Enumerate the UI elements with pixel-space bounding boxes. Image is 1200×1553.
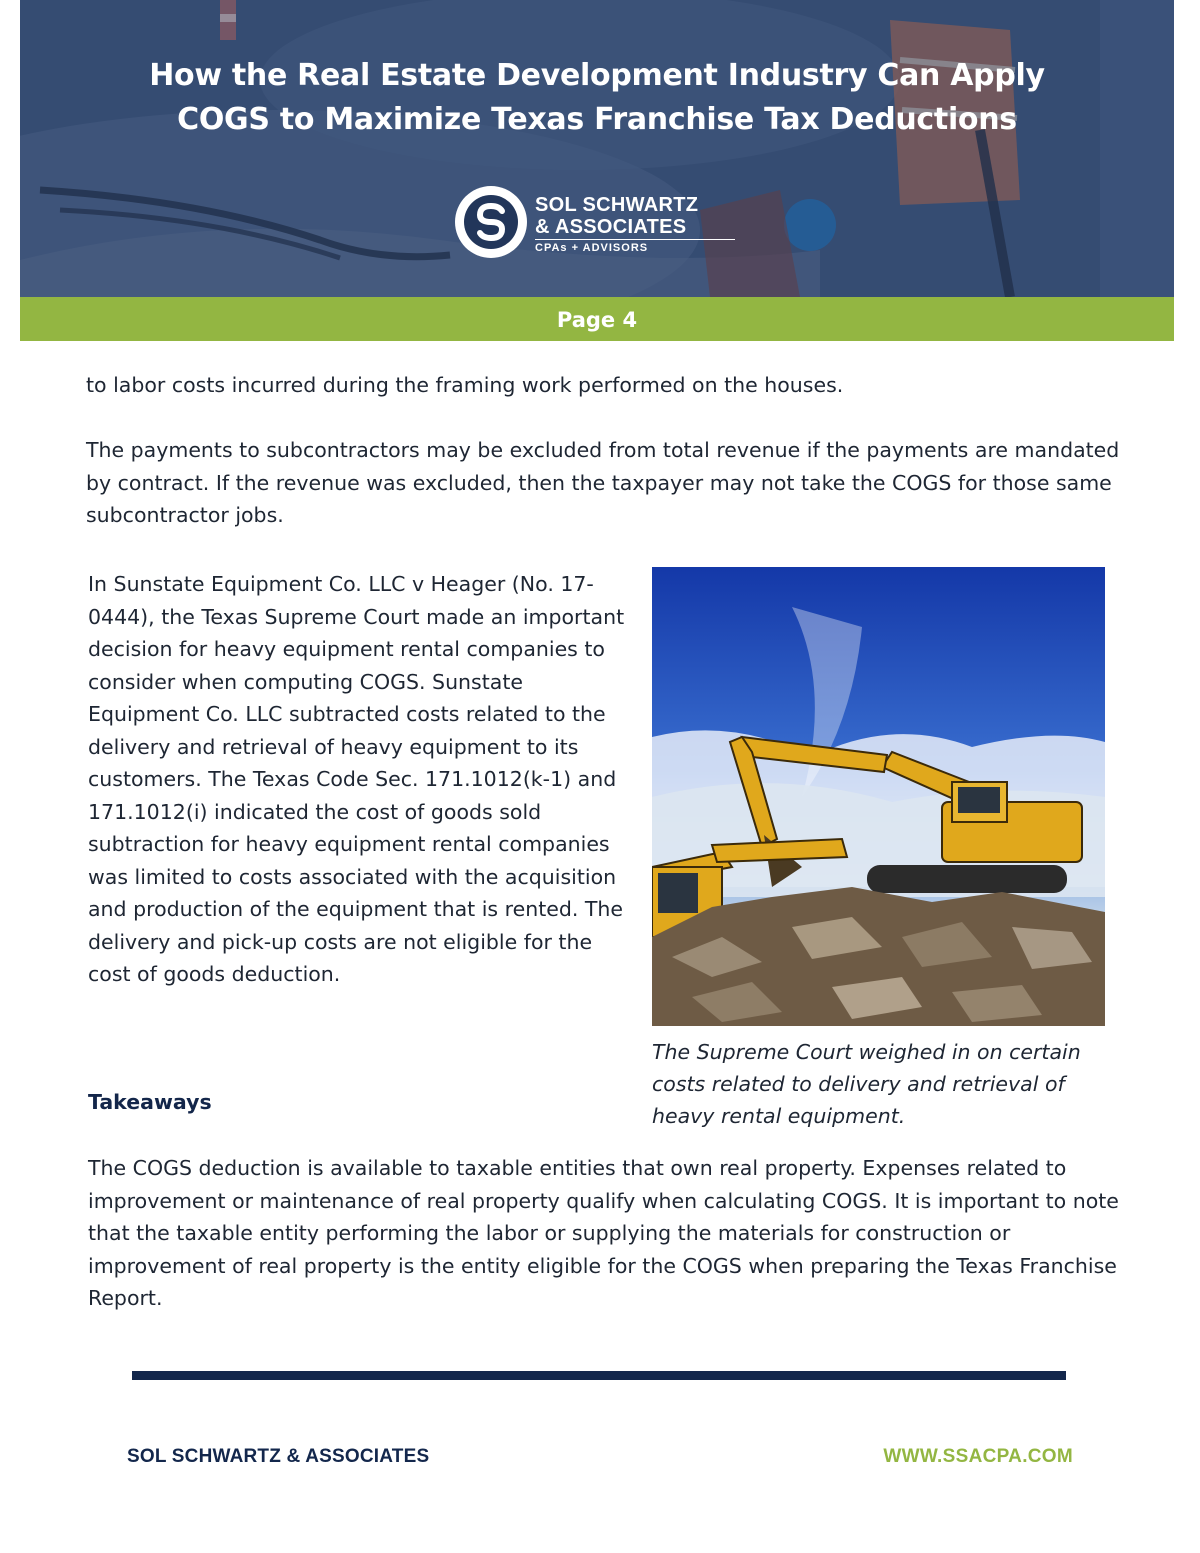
paragraph-takeaways: The COGS deduction is available to taxable entities that own real property. Expenses related to improvement or maintenance of real property qualify when calculating COGS. It is important to note that the taxable entity performing the labor or supplying the materials for construction or improvement of real property is the entity eligible for the COGS when preparing the Texas Franchise Report.: [88, 1156, 1119, 1310]
title-line-1: How the Real Estate Development Industry Can Apply: [149, 58, 1045, 93]
logo-tagline: CPAs + ADVISORS: [535, 242, 649, 254]
page-number: Page 4: [556, 308, 638, 332]
logo-text-line-2: & ASSOCIATES: [535, 216, 687, 238]
figure-caption: The Supreme Court weighed in on certain costs related to delivery and retrieval of heavy rental equipment.: [652, 1040, 1081, 1128]
page-number-bar: [20, 297, 1174, 341]
excavator-photo: [652, 567, 1105, 1026]
paragraph-sunstate-case: In Sunstate Equipment Co. LLC v Heager (No. 17-0444), the Texas Supreme Court made an important decision for heavy equipment rental companies to consider when computing COGS. Sunstate Equipment Co. LLC subtracted costs related to the delivery and retrieval of heavy equipment to its customers. The Texas Code Sec. 171.1012(k-1) and 171.1012(i) indicated the cost of goods sold subtraction for heavy equipment rental companies was limited to costs associated with the acquisition and production of the equipment that is rented. The delivery and pick-up costs are not eligible for the cost of goods deduction.: [88, 572, 625, 986]
title-line-2: COGS to Maximize Texas Franchise Tax Deductions: [177, 102, 1017, 137]
logo-divider: [535, 239, 735, 240]
logo-text-line-1: SOL SCHWARTZ: [535, 194, 699, 216]
document-title: [20, 54, 1174, 142]
footer-divider: [132, 1371, 1066, 1380]
takeaways-heading: Takeaways: [88, 1090, 212, 1114]
footer-company-name: SOL SCHWARTZ & ASSOCIATES: [127, 1446, 430, 1467]
company-logo: [455, 186, 755, 260]
paragraph-subcontractors: The payments to subcontractors may be excluded from total revenue if the payments are mandated by contract. If the revenue was excluded, then the taxpayer may not take the COGS for those same subcontractor jobs.: [86, 438, 1120, 527]
header-banner: [20, 0, 1174, 297]
footer-website-link[interactable]: WWW.SSACPA.COM: [883, 1446, 1073, 1467]
paragraph-continuation: to labor costs incurred during the framing work performed on the houses.: [86, 373, 844, 397]
s-monogram-icon: [455, 186, 527, 258]
